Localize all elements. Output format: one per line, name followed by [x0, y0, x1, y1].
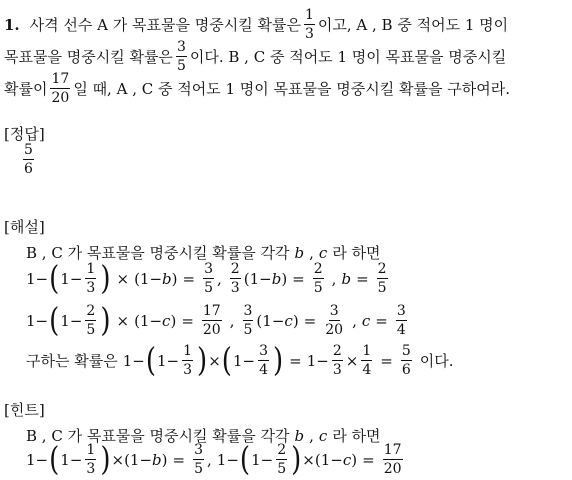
solution-label: [해설]	[4, 218, 45, 236]
answer-fraction: $\frac{5}{6}$	[24, 142, 33, 177]
question-text: 일 때, A , C 중 적어도 1 명이 목표물을 명중시킬 확률을 구하여라.	[73, 80, 510, 98]
solution-equation-1: 1 − ( 1 − $\frac{1}{3}$ ) × ( 1 − b ) = $\frac{3}{5}$ , $\frac{2}{3}$ ( 1 − b ) = $\frac{2}{5}$ , b = $\frac{2}{5}$	[26, 259, 387, 298]
answer-label-row	[4, 123, 45, 144]
solution-label-row	[4, 216, 45, 237]
answer-label: [정답]	[4, 125, 45, 143]
hint-label: [힌트]	[4, 401, 45, 419]
question-line-3	[4, 72, 510, 105]
question-text: 이다. B , C 중 적어도 1 명이 목표물을 명중시킬	[189, 48, 507, 66]
solution-intro: B , C 가 목표물을 명중시킬 확률을 각각 b , c 라 하면	[26, 243, 381, 262]
hint-intro: B , C 가 목표물을 명중시킬 확률을 각각 b , c 라 하면	[26, 426, 381, 445]
question-line-2	[4, 40, 506, 73]
solution-equation-2: 1 − ( 1 − $\frac{2}{5}$ ) × ( 1 − c ) = $\frac{17}{20}$ , $\frac{3}{5}$ ( 1 − c ) = $\frac{3}{20}$ , c = $\frac{3}{4}$	[26, 301, 406, 340]
hint-equation: 1 − ( 1 − $\frac{1}{3}$ ) × ( 1 − b ) = $\frac{3}{5}$ , 1 − ( 1 − $\frac{2}{5}$ ) × ( 1 − c ) = $\frac{17}{20}$	[26, 440, 402, 479]
answer-value	[20, 143, 37, 176]
fraction: $\frac{3}{5}$	[176, 39, 186, 74]
hint-label-row	[4, 399, 45, 420]
question-text: 이고, A , B 중 적어도 1 명이	[317, 16, 509, 34]
fraction: $\frac{17}{20}$	[51, 71, 70, 106]
question-line-1	[4, 8, 508, 41]
question-text: 사격 선수 A 가 목표물을 명중시킬 확률은	[29, 16, 301, 34]
question-text: 목표물을 명중시킬 확률은	[4, 48, 173, 66]
fraction: $\frac{1}{3}$	[304, 7, 314, 42]
solution-conclusion: 구하는 확률은 1 − ( 1 − $\frac{1}{3}$ ) × ( 1 − $\frac{3}{4}$ ) = 1 − $\frac{2}{3}$ × $\frac{1}{4}$ = $\frac{5}{6}$ 이다.	[26, 341, 454, 380]
question-number: 1.	[4, 15, 20, 34]
question-text: 확률이	[4, 80, 48, 98]
